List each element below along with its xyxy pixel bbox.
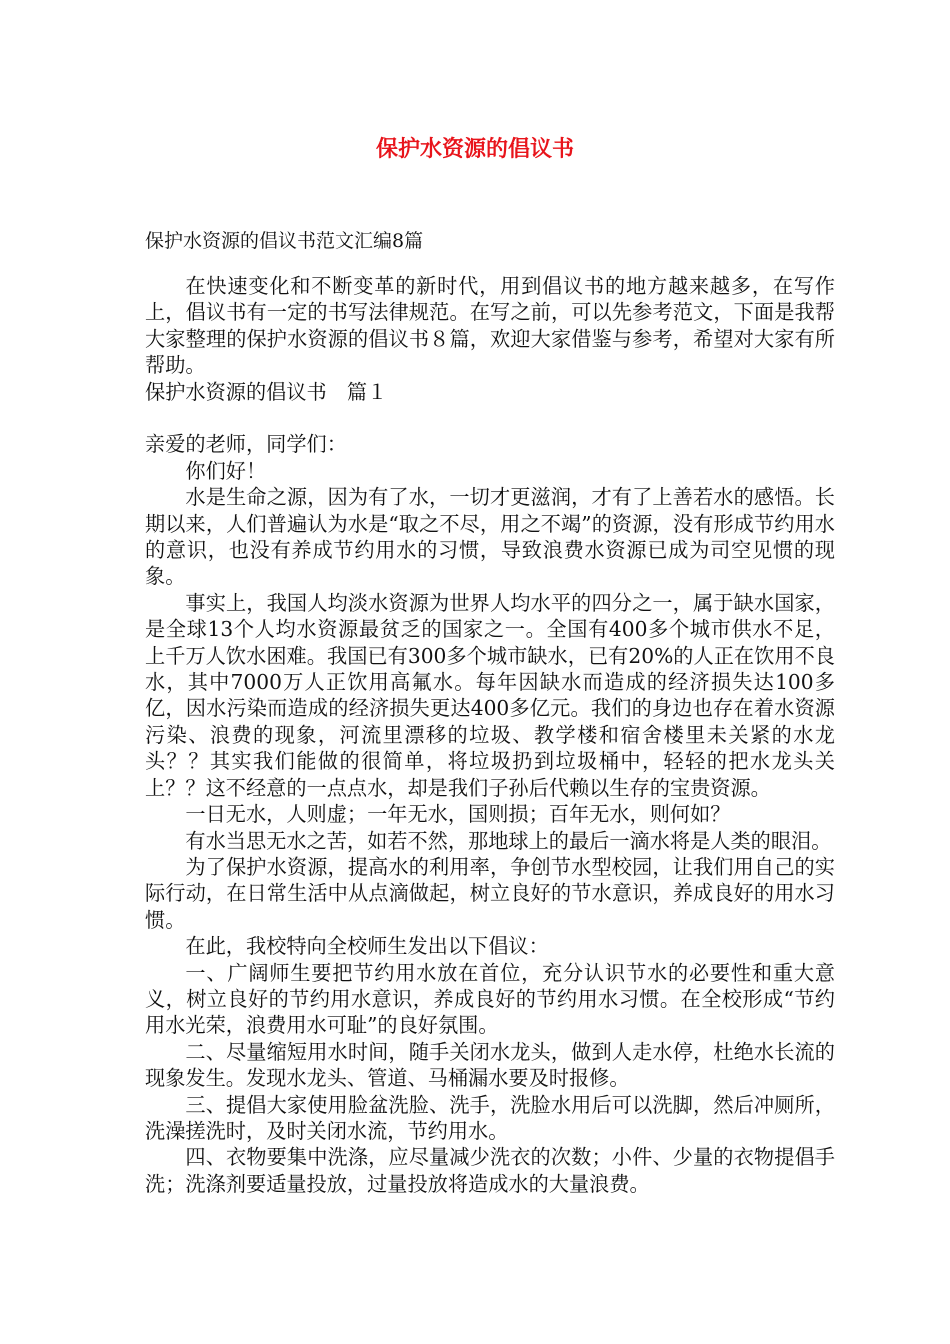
- document-title: 保护水资源的倡议书: [375, 137, 574, 162]
- document-subtitle: 保护水资源的倡议书范文汇编8篇: [145, 230, 424, 252]
- body-paragraph: 为了保护水资源，提高水的利用率，争创节水型校园，让我们用自己的实际行动，在日常生活中从点滴做起，树立良好的节水意识，养成良好的用水习惯。: [145, 854, 835, 932]
- body-paragraph: 在此，我校特向全校师生发出以下倡议：: [185, 934, 549, 959]
- proposal-item: 三、提倡大家使用脸盆洗脸、洗手，洗脸水用后可以洗脚，然后冲厕所，洗澡搓洗时，及时关闭水流，节约用水。: [145, 1092, 835, 1143]
- body-paragraph: 事实上，我国人均淡水资源为世界人均水平的四分之一，属于缺水国家，是全球13个人均水资源最贫乏的国家之一。全国有400多个城市供水不足，上千万人饮水困难。我国已有300多个城市缺水，已有20%的人正在饮用不良水，其中7000万人正饮用高氟水。每年因缺水而造成的经济损失达100多亿，因水污染而造成的经济损失更达400多亿元。我们的身边也存在着水资源污染、浪费的现象，河流里漂移的垃圾、教学楼和宿舍楼里未关紧的水龙头？？其实我们能做的很简单，将垃圾扔到垃圾桶中，轻轻的把水龙头关上？？这不经意的一点点水，却是我们子孙后代赖以生存的宝贵资源。: [145, 590, 835, 800]
- body-paragraph: 水是生命之源，因为有了水，一切才更滋润，才有了上善若水的感悟。长期以来，人们普遍认为水是“取之不尽，用之不竭”的资源，没有形成节约用水的意识，也没有养成节约用水的习惯，导致浪费水资源已成为司空见惯的现象。: [145, 485, 835, 589]
- proposal-item: 一、广阔师生要把节约用水放在首位，充分认识节水的必要性和重大意义，树立良好的节约用水意识，养成良好的节约用水习惯。在全校形成“节约用水光荣，浪费用水可耻”的良好氛围。: [145, 960, 835, 1038]
- body-paragraph: 有水当思无水之苦，如若不然，那地球上的最后一滴水将是人类的眼泪。: [185, 828, 832, 853]
- document-body: [145, 273, 835, 1197]
- proposal-item: 二、尽量缩短用水时间，随手关闭水龙头，做到人走水停，杜绝水长流的现象发生。发现水龙头、管道、马桶漏水要及时报修。: [145, 1039, 835, 1091]
- intro-paragraph: 在快速变化和不断变革的新时代，用到倡议书的地方越来越多，在写作上，倡议书有一定的书写法律规范。在写之前，可以先参考范文，下面是我帮大家整理的保护水资源的倡议书８篇，欢迎大家借鉴与参考，希望对大家有所帮助。: [145, 274, 835, 378]
- greeting: 你们好！: [185, 458, 267, 483]
- proposal-item: 四、衣物要集中洗涤，应尽量减少洗衣的次数；小件、少量的衣物提倡手洗；洗涤剂要适量投放，过量投放将造成水的大量浪费。: [145, 1145, 835, 1196]
- body-paragraph: 一日无水，人则虚；一年无水，国则损；百年无水，则何如？: [185, 802, 731, 827]
- salutation: 亲爱的老师，同学们：: [145, 432, 347, 457]
- section-heading: 保护水资源的倡议书 篇１: [145, 379, 388, 404]
